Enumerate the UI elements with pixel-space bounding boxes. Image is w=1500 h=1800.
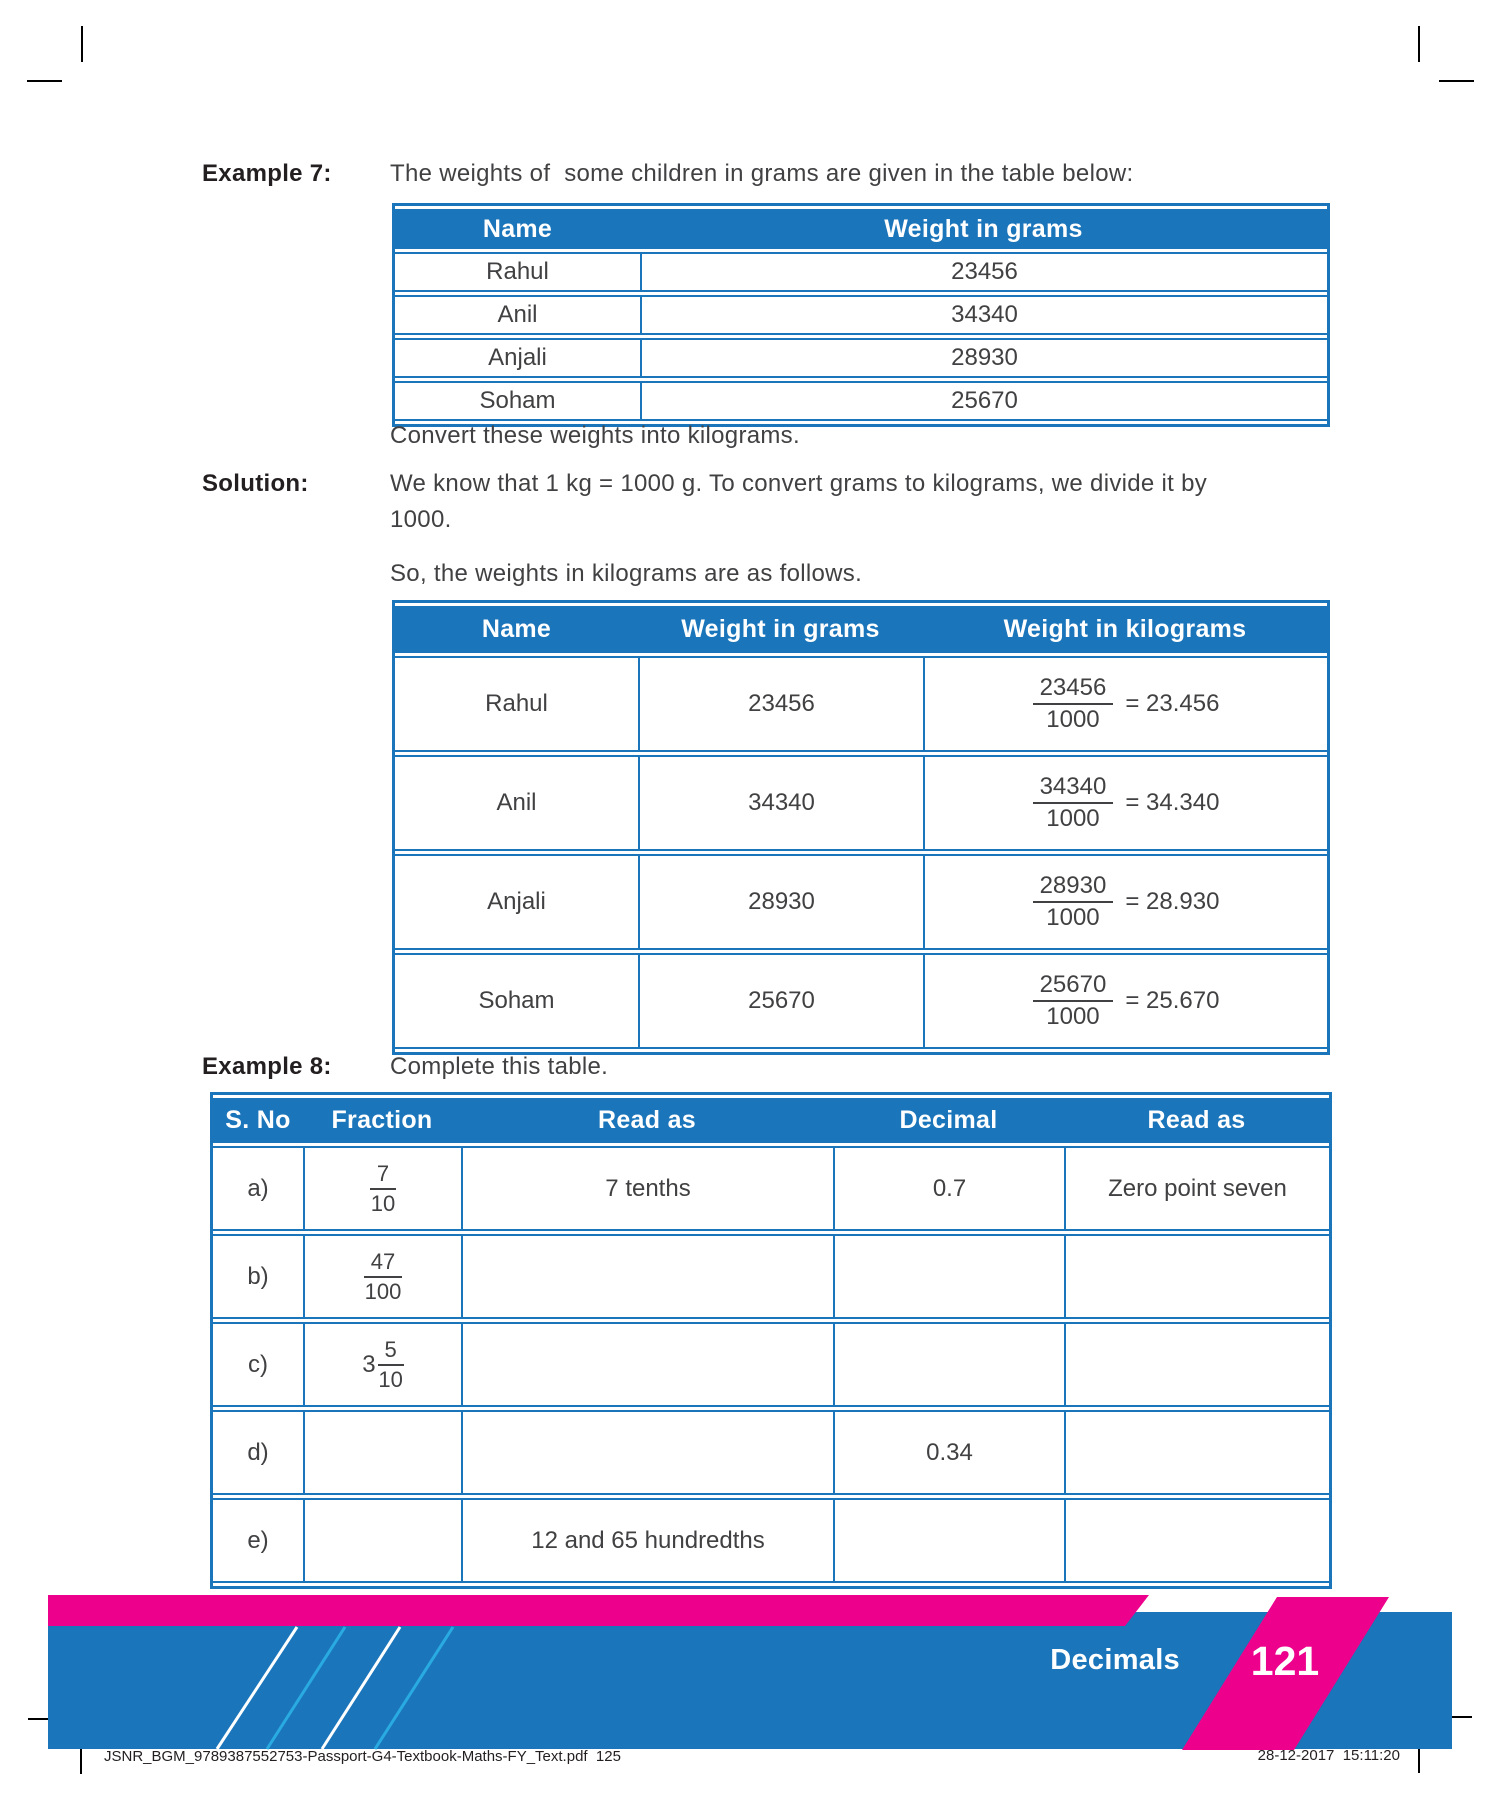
fraction-numerator: 23456 [1033, 674, 1114, 705]
example8-intro: Complete this table. [390, 1053, 609, 1080]
fraction-denominator: 1000 [1046, 1003, 1100, 1030]
cell-decimal [833, 1234, 1064, 1319]
conversion-result: = 34.340 [1125, 789, 1220, 816]
mixed-whole: 3 [362, 1350, 376, 1378]
cell-sno: c) [213, 1322, 303, 1407]
conversion-result: = 23.456 [1125, 690, 1220, 717]
col-header-read-as-2: Read as [1064, 1098, 1329, 1143]
cell-sno: d) [213, 1410, 303, 1495]
cell-name: Anil [395, 755, 638, 851]
col-header-read-as: Read as [461, 1098, 833, 1143]
cell-read-as-2 [1064, 1234, 1329, 1319]
col-header-sno: S. No [213, 1098, 303, 1143]
cell-name: Anjali [395, 854, 638, 950]
conversion-result: = 25.670 [1125, 987, 1220, 1014]
solution-line2: 1000. [390, 506, 452, 533]
cell-grams: 23456 [640, 252, 1327, 292]
fraction-denominator: 10 [370, 1190, 396, 1216]
fraction-numerator: 7 [370, 1161, 396, 1189]
example7-label: Example 7: [202, 160, 332, 187]
table-row [213, 1234, 1329, 1319]
fraction-numerator: 5 [378, 1337, 404, 1365]
crop-mark-top-right-v [1418, 26, 1420, 62]
table-row [213, 1322, 1329, 1407]
fraction [370, 1161, 396, 1216]
weights-kilograms-table [392, 600, 1330, 1055]
fraction-denominator: 100 [364, 1278, 402, 1304]
fraction [1033, 971, 1114, 1030]
cell-read-as-2 [1064, 1410, 1329, 1495]
footer-chapter-title: Decimals [1050, 1644, 1180, 1676]
cell-grams: 34340 [640, 295, 1327, 335]
crop-mark-top-left-v [81, 26, 83, 62]
crop-mark-top-right-h [1439, 80, 1474, 82]
cell-kilograms [923, 953, 1327, 1049]
example7-intro: The weights of some children in grams are given in the table below: [390, 160, 1134, 187]
table-row [395, 295, 1327, 335]
cell-decimal [833, 1322, 1064, 1407]
col-header-name: Name [395, 606, 638, 653]
fraction [1033, 674, 1114, 733]
fraction-numerator: 28930 [1033, 872, 1114, 903]
cell-name: Soham [395, 381, 640, 421]
table-header-row [395, 209, 1327, 249]
convert-instruction: Convert these weights into kilograms. [390, 422, 800, 449]
cell-grams: 23456 [638, 656, 923, 752]
solution-line1: We know that 1 kg = 1000 g. To convert grams to kilograms, we divide it by [390, 470, 1208, 497]
cell-read-as [461, 1410, 833, 1495]
table-row [395, 854, 1327, 950]
cell-kilograms [923, 854, 1327, 950]
fraction-denominator: 1000 [1046, 904, 1100, 931]
col-header-name: Name [395, 209, 640, 249]
fraction [1033, 773, 1114, 832]
table-row [395, 252, 1327, 292]
col-header-decimal: Decimal [833, 1098, 1064, 1143]
fraction-denominator: 1000 [1046, 805, 1100, 832]
footer-page-number: 121 [1250, 1638, 1320, 1684]
table-row [213, 1410, 1329, 1495]
cell-grams: 28930 [640, 338, 1327, 378]
cell-grams: 28930 [638, 854, 923, 950]
fraction-denominator: 10 [378, 1366, 403, 1392]
cell-grams: 34340 [638, 755, 923, 851]
cell-sno: e) [213, 1498, 303, 1583]
table-header-row [213, 1098, 1329, 1143]
table-row [395, 338, 1327, 378]
cell-read-as-2 [1064, 1322, 1329, 1407]
cell-fraction [303, 1410, 461, 1495]
cell-name: Soham [395, 953, 638, 1049]
table-header-row [395, 606, 1327, 653]
cell-fraction [303, 1146, 461, 1231]
conversion-result: = 28.930 [1125, 888, 1220, 915]
cell-name: Rahul [395, 252, 640, 292]
cell-kilograms [923, 755, 1327, 851]
cell-read-as-2: Zero point seven [1064, 1146, 1329, 1231]
cell-read-as: 12 and 65 hundredths [461, 1498, 833, 1583]
fraction-numerator: 47 [364, 1249, 402, 1277]
footer-pink-band [48, 1595, 1149, 1626]
fraction [364, 1249, 402, 1304]
print-info-right: 28-12-2017 15:11:20 [1257, 1747, 1400, 1764]
col-header-fraction: Fraction [303, 1098, 461, 1143]
fraction [378, 1337, 404, 1392]
cell-name: Anjali [395, 338, 640, 378]
solution-label: Solution: [202, 470, 309, 497]
crop-mark-top-left-h [27, 80, 62, 82]
print-info-left: JSNR_BGM_9789387552753-Passport-G4-Textbook-Maths-FY_Text.pdf 125 [104, 1748, 621, 1765]
cell-grams: 25670 [640, 381, 1327, 421]
cell-fraction [303, 1322, 461, 1407]
table-row [395, 953, 1327, 1049]
table-row [395, 656, 1327, 752]
weights-grams-table [392, 203, 1330, 427]
fraction-decimal-table [210, 1092, 1332, 1589]
fraction [1033, 872, 1114, 931]
cell-read-as [461, 1322, 833, 1407]
cell-read-as [461, 1234, 833, 1319]
example8-label: Example 8: [202, 1053, 332, 1080]
fraction-denominator: 1000 [1046, 706, 1100, 733]
table-row [395, 755, 1327, 851]
fraction-numerator: 34340 [1033, 773, 1114, 804]
cell-sno: a) [213, 1146, 303, 1231]
cell-kilograms [923, 656, 1327, 752]
cell-name: Rahul [395, 656, 638, 752]
cell-fraction [303, 1234, 461, 1319]
cell-read-as: 7 tenths [461, 1146, 833, 1231]
col-header-grams: Weight in grams [640, 209, 1327, 249]
col-header-grams: Weight in grams [638, 606, 923, 653]
cell-sno: b) [213, 1234, 303, 1319]
solution-line3: So, the weights in kilograms are as follows. [390, 560, 863, 587]
cell-decimal: 0.34 [833, 1410, 1064, 1495]
col-header-kilograms: Weight in kilograms [923, 606, 1327, 653]
table-row [213, 1146, 1329, 1231]
table-row [395, 381, 1327, 421]
cell-decimal: 0.7 [833, 1146, 1064, 1231]
cell-grams: 25670 [638, 953, 923, 1049]
cell-name: Anil [395, 295, 640, 335]
fraction-numerator: 25670 [1033, 971, 1114, 1002]
mixed-number [362, 1337, 404, 1392]
